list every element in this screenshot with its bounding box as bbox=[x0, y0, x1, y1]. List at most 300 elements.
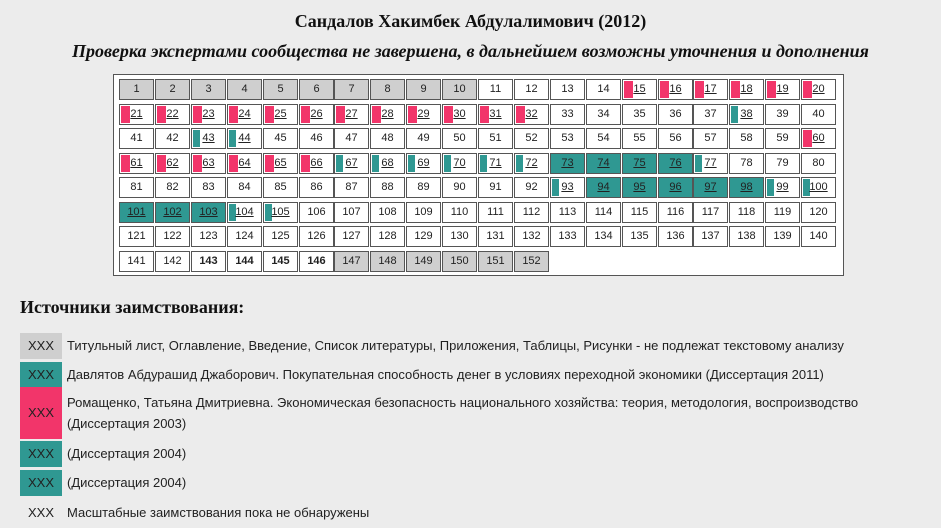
sources-heading: Источники заимствования: bbox=[20, 297, 245, 317]
page-number: 2 bbox=[169, 83, 176, 95]
page-number: 144 bbox=[235, 255, 254, 267]
page-cell-101[interactable] bbox=[119, 202, 154, 223]
page-cell-113 bbox=[550, 202, 585, 223]
page-cell-146 bbox=[299, 251, 334, 272]
page-number: 138 bbox=[737, 230, 756, 242]
page-cell-53 bbox=[550, 128, 585, 149]
page-cell-133 bbox=[550, 226, 585, 247]
page-cell-25[interactable] bbox=[263, 104, 298, 125]
page-number: 134 bbox=[594, 230, 613, 242]
page-cell-93[interactable] bbox=[550, 177, 585, 198]
page-cell-3 bbox=[191, 79, 226, 100]
match-bar bbox=[121, 155, 130, 172]
page-number: 63 bbox=[202, 157, 215, 169]
page-number: 61 bbox=[130, 157, 143, 169]
page-number: 64 bbox=[238, 157, 251, 169]
page-cell-51 bbox=[478, 128, 513, 149]
page-number: 101 bbox=[127, 206, 146, 218]
page-number: 133 bbox=[558, 230, 577, 242]
page-number: 9 bbox=[420, 83, 427, 95]
page-number: 135 bbox=[630, 230, 649, 242]
match-bar bbox=[731, 81, 740, 98]
page-number: 112 bbox=[522, 206, 541, 218]
page-number: 90 bbox=[453, 181, 466, 193]
page-number: 71 bbox=[489, 157, 502, 169]
page-number: 58 bbox=[740, 132, 753, 144]
page-number: 75 bbox=[633, 157, 646, 169]
page-number: 48 bbox=[381, 132, 394, 144]
page-number: 124 bbox=[235, 230, 254, 242]
page-number: 77 bbox=[704, 157, 717, 169]
page-number: 110 bbox=[450, 206, 469, 218]
page-number: 14 bbox=[597, 83, 610, 95]
page-number: 66 bbox=[310, 157, 323, 169]
page-cell-130 bbox=[442, 226, 477, 247]
page-number: 67 bbox=[345, 157, 358, 169]
source-description: Титульный лист, Оглавление, Введение, Список литературы, Приложения, Таблицы, Рисунки - не подлежат текстовому анализу bbox=[67, 338, 844, 353]
page-cell-19[interactable] bbox=[765, 79, 800, 100]
page-number: 25 bbox=[274, 108, 287, 120]
page-number: 87 bbox=[345, 181, 358, 193]
match-bar bbox=[695, 155, 702, 172]
page-cell-152 bbox=[514, 251, 549, 272]
page-cell-91 bbox=[478, 177, 513, 198]
page-cell-61[interactable] bbox=[119, 153, 154, 174]
page-cell-9 bbox=[406, 79, 441, 100]
page-cell-37 bbox=[693, 104, 728, 125]
match-bar bbox=[193, 155, 202, 172]
page-cell-35 bbox=[622, 104, 657, 125]
match-bar bbox=[624, 81, 633, 98]
page-number: 65 bbox=[274, 157, 287, 169]
match-bar bbox=[516, 106, 525, 123]
page-cell-60[interactable] bbox=[801, 128, 836, 149]
page-number: 93 bbox=[561, 181, 574, 193]
page-cell-122 bbox=[155, 226, 190, 247]
page-number: 81 bbox=[130, 181, 143, 193]
page-cell-103[interactable] bbox=[191, 202, 226, 223]
page-cell-18[interactable] bbox=[729, 79, 764, 100]
page-cell-58 bbox=[729, 128, 764, 149]
page-number: 151 bbox=[486, 255, 505, 267]
page-number: 50 bbox=[453, 132, 466, 144]
page-cell-77[interactable] bbox=[693, 153, 728, 174]
page-number: 108 bbox=[378, 206, 397, 218]
match-bar bbox=[229, 155, 238, 172]
page-cell-116 bbox=[658, 202, 693, 223]
page-number: 73 bbox=[561, 157, 574, 169]
page-number: 5 bbox=[277, 83, 284, 95]
source-row bbox=[20, 441, 920, 467]
page-cell-129 bbox=[406, 226, 441, 247]
page-number: 12 bbox=[525, 83, 538, 95]
page-cell-43[interactable] bbox=[191, 128, 226, 149]
source-color-swatch: XXX bbox=[20, 333, 62, 359]
page-number: 72 bbox=[525, 157, 538, 169]
page-cell-105[interactable] bbox=[263, 202, 298, 223]
page-cell-41 bbox=[119, 128, 154, 149]
match-bar bbox=[803, 81, 812, 98]
page-cell-92 bbox=[514, 177, 549, 198]
page-number: 91 bbox=[489, 181, 502, 193]
page-number: 109 bbox=[414, 206, 433, 218]
page-cell-136 bbox=[658, 226, 693, 247]
page-number: 27 bbox=[345, 108, 358, 120]
page-number: 10 bbox=[453, 83, 466, 95]
page-cell-83 bbox=[191, 177, 226, 198]
page-number: 150 bbox=[450, 255, 469, 267]
page-number: 127 bbox=[342, 230, 361, 242]
match-bar bbox=[372, 106, 381, 123]
page-cell-24[interactable] bbox=[227, 104, 262, 125]
match-bar bbox=[516, 155, 523, 172]
page-number: 21 bbox=[130, 108, 143, 120]
page-cell-112 bbox=[514, 202, 549, 223]
page-number: 15 bbox=[633, 83, 646, 95]
page-number: 26 bbox=[310, 108, 323, 120]
page-number: 152 bbox=[522, 255, 541, 267]
page-cell-104[interactable] bbox=[227, 202, 262, 223]
page-number: 42 bbox=[166, 132, 179, 144]
page-cell-72[interactable] bbox=[514, 153, 549, 174]
page-number: 132 bbox=[522, 230, 541, 242]
page-number: 8 bbox=[384, 83, 391, 95]
match-bar bbox=[301, 155, 310, 172]
page-number: 125 bbox=[271, 230, 290, 242]
page-cell-17[interactable] bbox=[693, 79, 728, 100]
page-cell-138 bbox=[729, 226, 764, 247]
page-number: 41 bbox=[130, 132, 143, 144]
page-cell-79 bbox=[765, 153, 800, 174]
page-cell-22[interactable] bbox=[155, 104, 190, 125]
page-number: 111 bbox=[487, 206, 504, 218]
page-cell-90 bbox=[442, 177, 477, 198]
page-number: 100 bbox=[809, 181, 828, 193]
page-cell-102[interactable] bbox=[155, 202, 190, 223]
page-cell-26[interactable] bbox=[299, 104, 334, 125]
page-cell-5 bbox=[263, 79, 298, 100]
page-number: 23 bbox=[202, 108, 215, 120]
page-cell-1 bbox=[119, 79, 154, 100]
page-number: 3 bbox=[205, 83, 212, 95]
page-cell-57 bbox=[693, 128, 728, 149]
page-cell-140 bbox=[801, 226, 836, 247]
match-bar bbox=[444, 106, 453, 123]
page-cell-124 bbox=[227, 226, 262, 247]
page-cell-143 bbox=[191, 251, 226, 272]
page-cell-68[interactable] bbox=[370, 153, 405, 174]
page-cell-11 bbox=[478, 79, 513, 100]
source-description: Давлятов Абдурашид Джаборович. Покупательная способность денег в условиях переходной экономики (Диссертация 2011) bbox=[67, 367, 824, 382]
page-cell-80 bbox=[801, 153, 836, 174]
page-number: 80 bbox=[812, 157, 825, 169]
match-bar bbox=[301, 106, 310, 123]
page-cell-145 bbox=[263, 251, 298, 272]
match-bar bbox=[193, 130, 200, 147]
page-number: 105 bbox=[271, 206, 290, 218]
source-color-swatch: XXX bbox=[20, 387, 62, 439]
match-bar bbox=[731, 106, 738, 123]
page-number: 20 bbox=[812, 83, 825, 95]
page-cell-13 bbox=[550, 79, 585, 100]
page-cell-16[interactable] bbox=[658, 79, 693, 100]
page-cell-95[interactable] bbox=[622, 177, 657, 198]
page-cell-40 bbox=[801, 104, 836, 125]
page-number: 121 bbox=[127, 230, 146, 242]
page-number: 102 bbox=[163, 206, 182, 218]
page-cell-64[interactable] bbox=[227, 153, 262, 174]
page-cell-149 bbox=[406, 251, 441, 272]
page-number: 29 bbox=[417, 108, 430, 120]
page-number: 147 bbox=[342, 255, 361, 267]
page-number: 96 bbox=[669, 181, 682, 193]
page-number: 131 bbox=[486, 230, 505, 242]
page-number: 1 bbox=[133, 83, 140, 95]
page-number: 30 bbox=[453, 108, 466, 120]
source-row bbox=[20, 362, 920, 388]
page-cell-74[interactable] bbox=[586, 153, 621, 174]
page-title: Сандалов Хакимбек Абдулалимович (2012) bbox=[294, 11, 647, 31]
page-cell-33 bbox=[550, 104, 585, 125]
page-cell-115 bbox=[622, 202, 657, 223]
page-number: 143 bbox=[199, 255, 218, 267]
page-number: 70 bbox=[453, 157, 466, 169]
match-bar bbox=[121, 106, 130, 123]
page-number: 49 bbox=[417, 132, 430, 144]
page-cell-137 bbox=[693, 226, 728, 247]
page-cell-144 bbox=[227, 251, 262, 272]
page-number: 145 bbox=[271, 255, 290, 267]
page-number: 74 bbox=[597, 157, 610, 169]
page-cell-151 bbox=[478, 251, 513, 272]
page-cell-2 bbox=[155, 79, 190, 100]
page-cell-28[interactable] bbox=[370, 104, 405, 125]
page-number: 104 bbox=[235, 206, 254, 218]
page-number: 28 bbox=[381, 108, 394, 120]
page-cell-76[interactable] bbox=[658, 153, 693, 174]
page-cell-81 bbox=[119, 177, 154, 198]
page-cell-126 bbox=[299, 226, 334, 247]
page-cell-31[interactable] bbox=[478, 104, 513, 125]
page-number: 85 bbox=[274, 181, 287, 193]
page-cell-94[interactable] bbox=[586, 177, 621, 198]
page-number: 86 bbox=[310, 181, 323, 193]
page-cell-135 bbox=[622, 226, 657, 247]
page-cell-70[interactable] bbox=[442, 153, 477, 174]
page-number: 47 bbox=[345, 132, 358, 144]
page-cell-78 bbox=[729, 153, 764, 174]
source-row bbox=[20, 387, 920, 439]
page-cell-87 bbox=[334, 177, 369, 198]
page-cell-27[interactable] bbox=[334, 104, 369, 125]
page-cell-4 bbox=[227, 79, 262, 100]
page-number: 114 bbox=[594, 206, 613, 218]
source-color-swatch: XXX bbox=[20, 362, 62, 388]
page-cell-23[interactable] bbox=[191, 104, 226, 125]
page-cell-67[interactable] bbox=[334, 153, 369, 174]
match-bar bbox=[336, 155, 343, 172]
page-cell-99[interactable] bbox=[765, 177, 800, 198]
page-number: 45 bbox=[274, 132, 287, 144]
page-number: 31 bbox=[489, 108, 502, 120]
match-bar bbox=[660, 81, 669, 98]
page-cell-56 bbox=[658, 128, 693, 149]
page-cell-49 bbox=[406, 128, 441, 149]
match-bar bbox=[767, 81, 776, 98]
page-cell-38[interactable] bbox=[729, 104, 764, 125]
page-cell-47 bbox=[334, 128, 369, 149]
review-status-subtitle: Проверка экспертами сообщества не завершена, в дальнейшем возможны уточнения и дополнения bbox=[72, 41, 869, 61]
page-number: 17 bbox=[704, 83, 717, 95]
page-cell-108 bbox=[370, 202, 405, 223]
page-number: 123 bbox=[199, 230, 218, 242]
page-cell-147 bbox=[334, 251, 369, 272]
page-number: 99 bbox=[776, 181, 789, 193]
page-cell-106 bbox=[299, 202, 334, 223]
page-cell-123 bbox=[191, 226, 226, 247]
page-number: 119 bbox=[773, 206, 792, 218]
page-cell-107 bbox=[334, 202, 369, 223]
page-number: 18 bbox=[740, 83, 753, 95]
page-number: 115 bbox=[630, 206, 649, 218]
page-number: 78 bbox=[740, 157, 753, 169]
page-cell-20[interactable] bbox=[801, 79, 836, 100]
match-bar bbox=[229, 106, 238, 123]
page-cell-118 bbox=[729, 202, 764, 223]
page-cell-44[interactable] bbox=[227, 128, 262, 149]
page-number: 94 bbox=[597, 181, 610, 193]
match-bar bbox=[767, 179, 774, 196]
page-cell-15[interactable] bbox=[622, 79, 657, 100]
page-number: 51 bbox=[489, 132, 502, 144]
page-cell-98[interactable] bbox=[729, 177, 764, 198]
page-number: 142 bbox=[163, 255, 182, 267]
page-cell-66[interactable] bbox=[299, 153, 334, 174]
page-cell-73[interactable] bbox=[550, 153, 585, 174]
page-number: 88 bbox=[381, 181, 394, 193]
page-number: 35 bbox=[633, 108, 646, 120]
page-cell-89 bbox=[406, 177, 441, 198]
page-cell-97[interactable] bbox=[693, 177, 728, 198]
page-number: 95 bbox=[633, 181, 646, 193]
page-number: 59 bbox=[776, 132, 789, 144]
page-number: 140 bbox=[809, 230, 828, 242]
match-bar bbox=[193, 106, 202, 123]
match-bar bbox=[444, 155, 451, 172]
page-number: 141 bbox=[127, 255, 146, 267]
page-cell-65[interactable] bbox=[263, 153, 298, 174]
page-number: 24 bbox=[238, 108, 251, 120]
page-number: 16 bbox=[669, 83, 682, 95]
page-number: 36 bbox=[669, 108, 682, 120]
page-cell-114 bbox=[586, 202, 621, 223]
page-cell-111 bbox=[478, 202, 513, 223]
page-cell-32[interactable] bbox=[514, 104, 549, 125]
page-cell-21[interactable] bbox=[119, 104, 154, 125]
page-number: 98 bbox=[740, 181, 753, 193]
source-color-swatch: XXX bbox=[20, 441, 62, 467]
match-bar bbox=[480, 155, 487, 172]
page-number: 139 bbox=[773, 230, 792, 242]
page-number: 53 bbox=[561, 132, 574, 144]
page-cell-8 bbox=[370, 79, 405, 100]
page-number: 54 bbox=[597, 132, 610, 144]
page-number: 4 bbox=[241, 83, 248, 95]
page-number: 7 bbox=[348, 83, 355, 95]
page-number: 116 bbox=[666, 206, 685, 218]
page-cell-36 bbox=[658, 104, 693, 125]
page-number: 69 bbox=[417, 157, 430, 169]
page-cell-62[interactable] bbox=[155, 153, 190, 174]
page-cell-71[interactable] bbox=[478, 153, 513, 174]
page-number: 68 bbox=[381, 157, 394, 169]
page-cell-75[interactable] bbox=[622, 153, 657, 174]
page-cell-109 bbox=[406, 202, 441, 223]
page-number: 82 bbox=[166, 181, 179, 193]
page-cell-125 bbox=[263, 226, 298, 247]
match-bar bbox=[695, 81, 704, 98]
page-number: 37 bbox=[704, 108, 717, 120]
page-number: 39 bbox=[776, 108, 789, 120]
page-cell-142 bbox=[155, 251, 190, 272]
page-number: 92 bbox=[525, 181, 538, 193]
page-cell-7 bbox=[334, 79, 369, 100]
source-color-swatch: XXX bbox=[20, 470, 62, 496]
page-cell-48 bbox=[370, 128, 405, 149]
source-description: (Диссертация 2004) bbox=[67, 446, 187, 461]
source-row bbox=[20, 500, 920, 526]
page-cell-30[interactable] bbox=[442, 104, 477, 125]
match-bar bbox=[265, 106, 274, 123]
match-bar bbox=[552, 179, 559, 196]
page-cell-132 bbox=[514, 226, 549, 247]
page-cell-10 bbox=[442, 79, 477, 100]
page-number: 57 bbox=[704, 132, 717, 144]
page-number: 11 bbox=[489, 83, 502, 95]
page-number: 149 bbox=[414, 255, 433, 267]
page-number: 148 bbox=[378, 255, 397, 267]
page-number: 76 bbox=[669, 157, 682, 169]
page-cell-34 bbox=[586, 104, 621, 125]
match-bar bbox=[408, 106, 417, 123]
page-number: 117 bbox=[701, 206, 720, 218]
page-number: 38 bbox=[740, 108, 753, 120]
page-cell-39 bbox=[765, 104, 800, 125]
page-cell-148 bbox=[370, 251, 405, 272]
page-cell-150 bbox=[442, 251, 477, 272]
page-cell-69[interactable] bbox=[406, 153, 441, 174]
page-cell-85 bbox=[263, 177, 298, 198]
match-bar bbox=[480, 106, 489, 123]
page-number: 118 bbox=[737, 206, 756, 218]
page-cell-96[interactable] bbox=[658, 177, 693, 198]
match-bar bbox=[408, 155, 415, 172]
page-cell-63[interactable] bbox=[191, 153, 226, 174]
page-number: 120 bbox=[809, 206, 828, 218]
page-number: 62 bbox=[166, 157, 179, 169]
page-cell-52 bbox=[514, 128, 549, 149]
page-number: 130 bbox=[450, 230, 469, 242]
page-number: 122 bbox=[163, 230, 182, 242]
page-number: 46 bbox=[310, 132, 323, 144]
page-cell-119 bbox=[765, 202, 800, 223]
page-cell-29[interactable] bbox=[406, 104, 441, 125]
page-number: 79 bbox=[776, 157, 789, 169]
page-cell-100[interactable] bbox=[801, 177, 836, 198]
page-number: 52 bbox=[525, 132, 538, 144]
page-cell-12 bbox=[514, 79, 549, 100]
page-number: 113 bbox=[558, 206, 577, 218]
